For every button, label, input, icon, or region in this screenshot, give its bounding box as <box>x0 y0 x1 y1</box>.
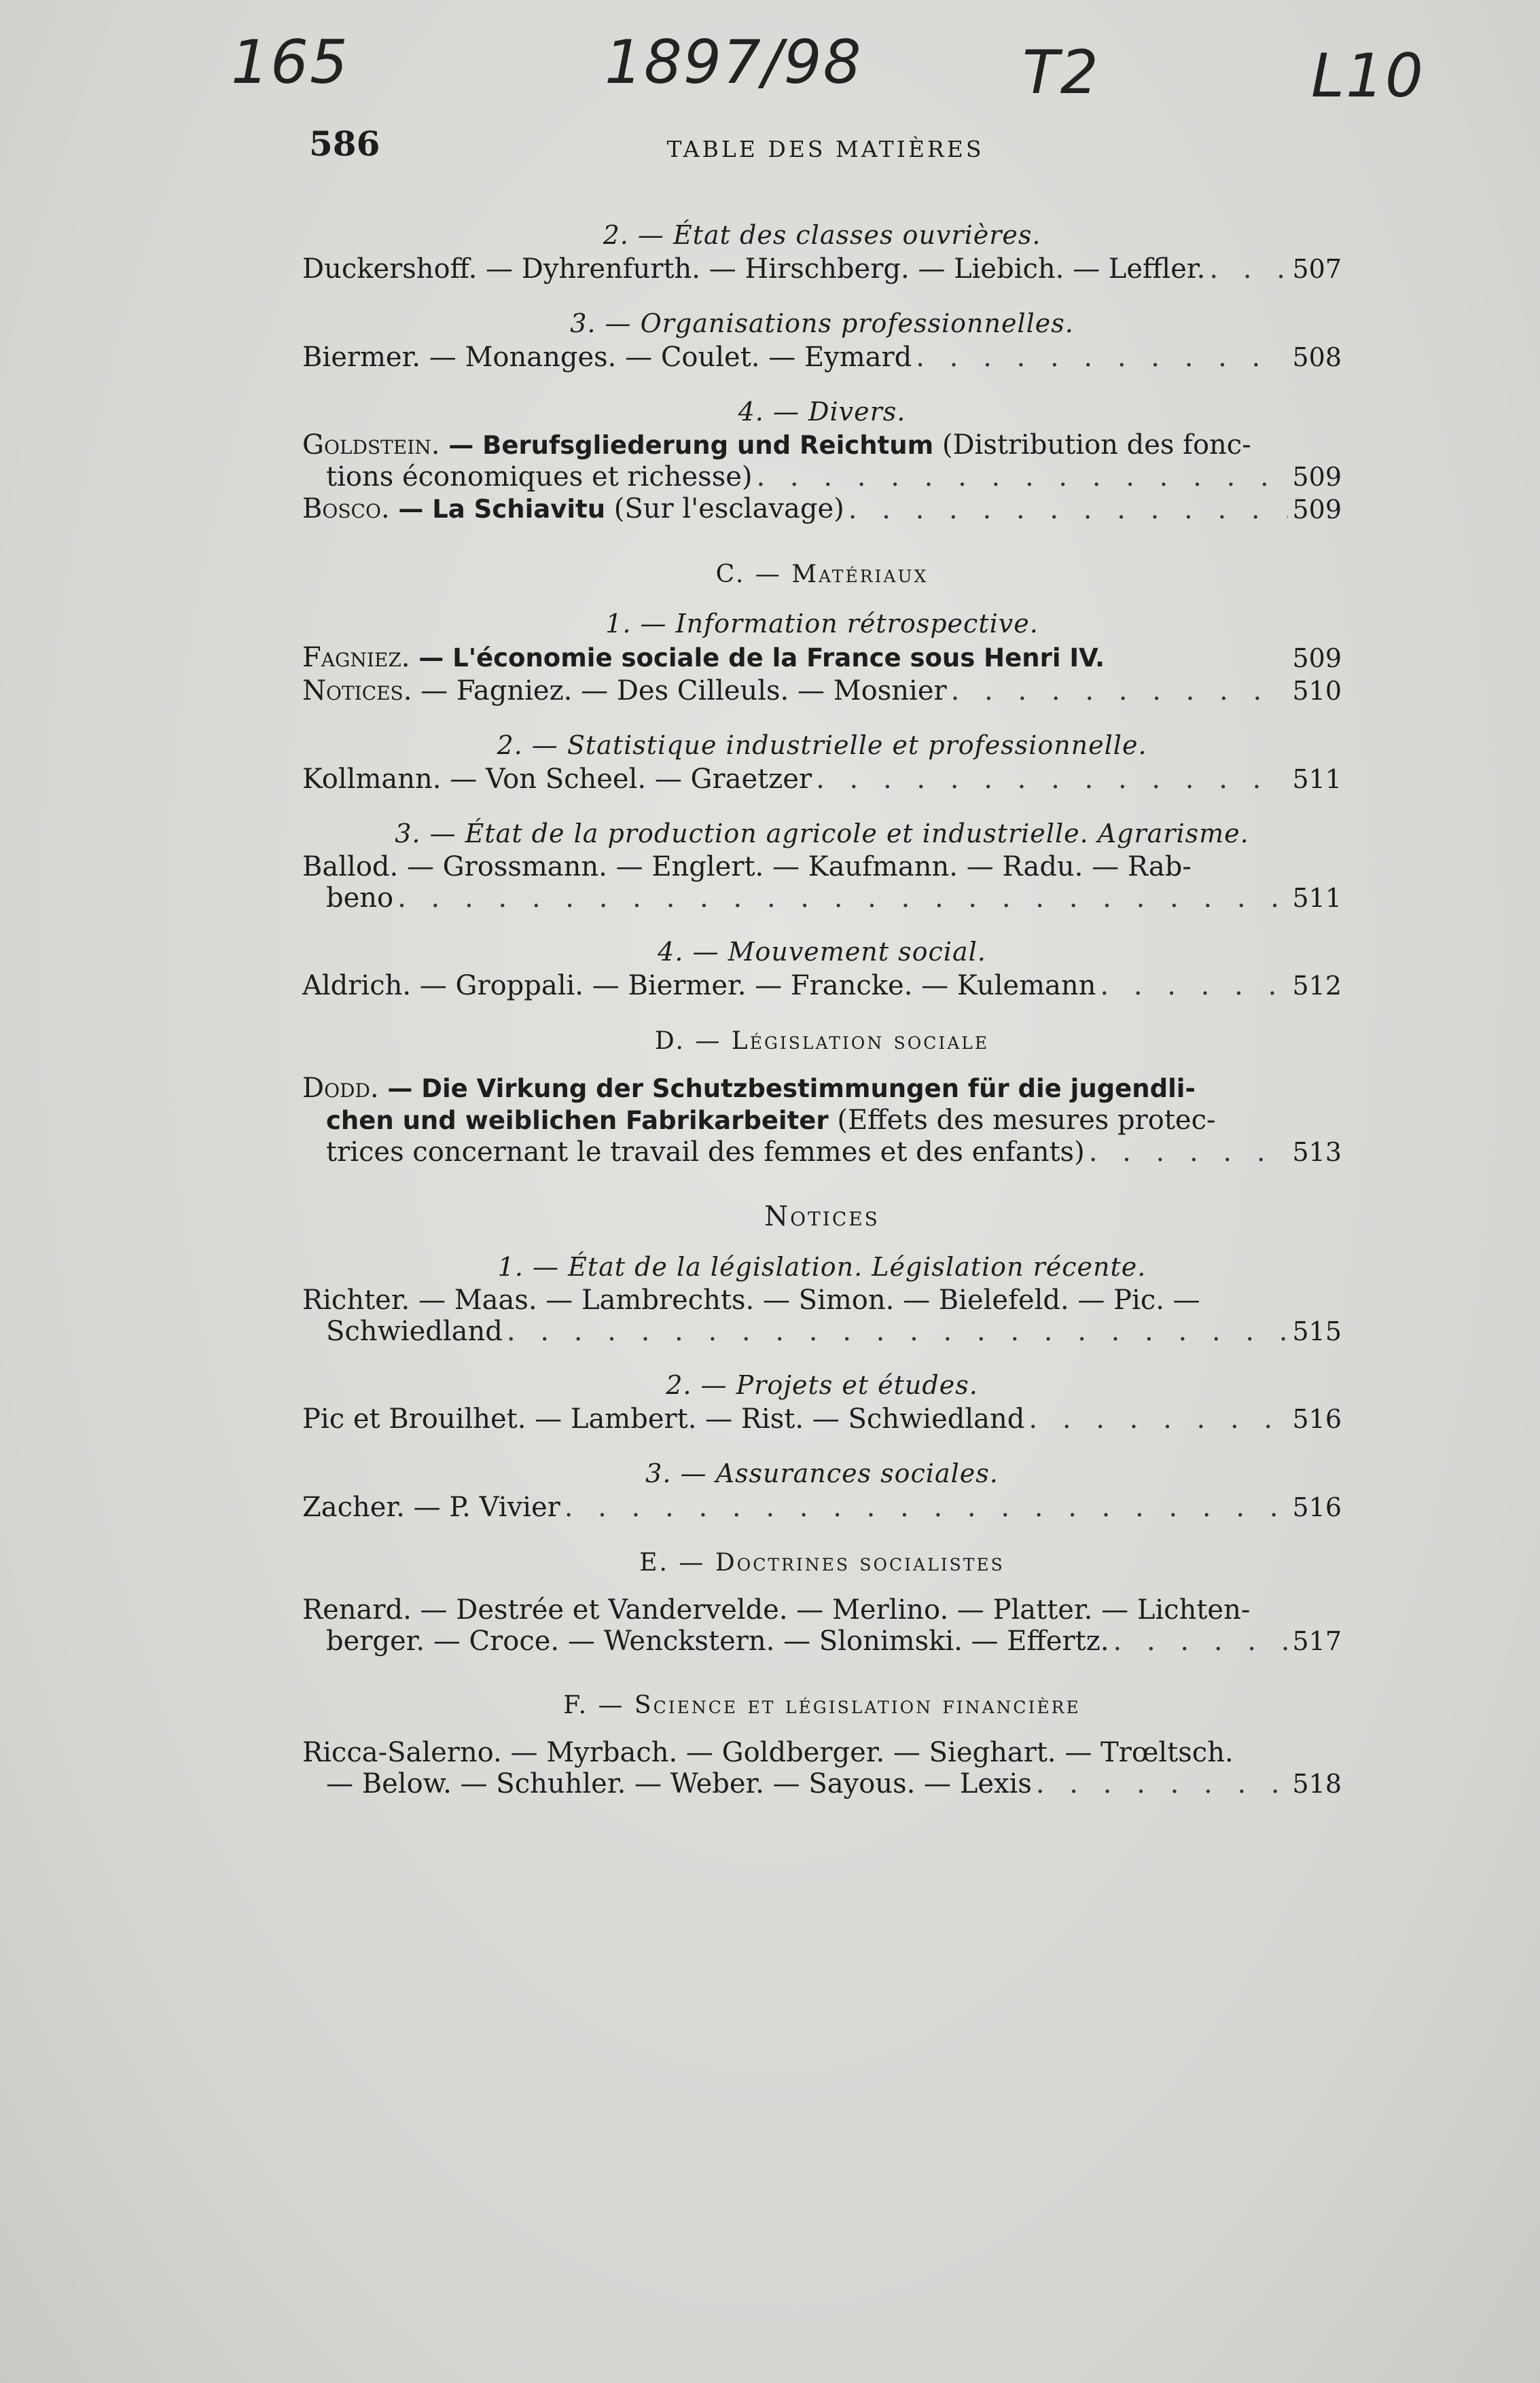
major-heading: C. — Matériaux <box>715 560 929 588</box>
handwritten-annotation: L10 <box>1311 41 1425 111</box>
handwritten-annotation: 165 <box>231 27 349 97</box>
section-heading: 1. — État de la législation. Législation récente. <box>497 1252 1147 1282</box>
toc-entry <box>302 1594 1342 1657</box>
entry-page: 513 <box>1292 1137 1342 1167</box>
entry-text: — Below. — Schuhler. — Weber. — Sayous. — Lexis <box>326 1768 1032 1799</box>
dot-leader <box>916 341 1288 374</box>
entry-text: Ricca-Salerno. — Myrbach. — Goldberger. — Sieghart. — Trœltsch. <box>302 1737 1234 1768</box>
handwritten-annotation: T2 <box>1022 37 1100 107</box>
dot-leader <box>951 675 1289 707</box>
entry-text: Zacher. — P. Vivier <box>302 1492 560 1523</box>
entry-page: 507 <box>1292 254 1342 284</box>
toc-entry <box>302 492 1342 526</box>
entry-text: (Effets des mesures protec- <box>837 1105 1216 1136</box>
entry-text: Schwiedland <box>326 1316 503 1347</box>
dot-leader <box>848 493 1289 526</box>
entry-text: (Sur l'esclavage) <box>613 493 844 524</box>
toc-entry <box>302 1737 1342 1799</box>
section-heading: 2. — État des classes ouvrières. <box>603 220 1041 250</box>
dot-leader <box>816 763 1288 795</box>
entry-title: — Berufsgliederung und Reichtum <box>448 431 934 460</box>
major-heading: Notices <box>764 1201 880 1232</box>
running-title: TABLE DES MATIÈRES <box>666 136 984 162</box>
major-heading: D. — Législation sociale <box>654 1027 990 1055</box>
page-number: 586 <box>309 124 380 164</box>
section-heading: 3. — État de la production agricole et industrielle. Agrarisme. <box>395 819 1249 848</box>
entry-text: Duckershoff. — Dyhrenfurth. — Hirschberg. — Liebich. — Leffler. <box>302 253 1206 285</box>
section-heading: 3. — Assurances sociales. <box>645 1458 999 1488</box>
entry-page: 518 <box>1292 1769 1342 1799</box>
entry-page: 509 <box>1292 643 1342 673</box>
section-heading: 2. — Statistique industrielle et professionnelle. <box>497 730 1147 760</box>
entry-author: Dodd. <box>302 1073 379 1104</box>
entry-page: 517 <box>1292 1626 1342 1656</box>
section-heading: 4. — Divers. <box>738 397 906 427</box>
toc-entry <box>302 341 1342 374</box>
toc-entry <box>302 1073 1342 1168</box>
dot-leader <box>1100 969 1288 1002</box>
entry-page: 509 <box>1292 495 1342 524</box>
entry-author: Bosco. <box>302 493 390 524</box>
dot-leader <box>565 1491 1289 1524</box>
entry-title: — La Schiavitu <box>398 495 606 524</box>
entry-text: Biermer. — Monanges. — Coulet. — Eymard <box>302 342 912 373</box>
entry-title: — Die Virkung der Schutzbestimmungen für die jugendli- <box>387 1074 1196 1103</box>
entry-text: (Distribution des fonc- <box>942 429 1251 461</box>
entry-text: tions économiques et richesse) <box>326 461 753 492</box>
entry-page: 516 <box>1292 1492 1342 1522</box>
page-header <box>309 124 1342 178</box>
entry-author: Fagniez. <box>302 642 410 673</box>
entry-text: Ballod. — Grossmann. — Englert. — Kaufmann. — Radu. — Rab- <box>302 851 1192 882</box>
toc-entry <box>302 1403 1342 1435</box>
dot-leader <box>1209 253 1288 285</box>
dot-leader <box>397 882 1288 914</box>
toc-entry <box>302 1285 1342 1347</box>
dot-leader <box>757 461 1289 492</box>
entry-page: 511 <box>1292 764 1342 794</box>
entry-page: 511 <box>1292 883 1342 913</box>
toc-entry <box>302 969 1342 1002</box>
entry-page: 508 <box>1292 342 1342 372</box>
toc-entry <box>302 1491 1342 1524</box>
entry-title: chen und weiblichen Fabrikarbeiter <box>326 1106 829 1135</box>
entry-page: 516 <box>1292 1404 1342 1434</box>
entry-page: 515 <box>1292 1316 1342 1346</box>
toc-entry <box>302 253 1342 285</box>
entry-text: berger. — Croce. — Wenckstern. — Slonimski. — Effertz. <box>326 1626 1109 1657</box>
entry-text: Pic et Brouilhet. — Lambert. — Rist. — Schwiedland <box>302 1403 1025 1435</box>
section-heading: 3. — Organisations professionnelles. <box>570 308 1074 338</box>
dot-leader <box>1036 1768 1289 1799</box>
entry-text: Kollmann. — Von Scheel. — Graetzer <box>302 764 812 795</box>
section-heading: 1. — Information rétrospective. <box>605 609 1039 639</box>
dot-leader <box>1089 1136 1289 1168</box>
entry-page: 512 <box>1292 971 1342 1001</box>
table-of-contents <box>302 217 1342 1799</box>
handwritten-annotation: 1897/98 <box>605 27 863 97</box>
toc-entry <box>302 429 1342 492</box>
entry-author: Notices. <box>302 675 412 706</box>
entry-page: 509 <box>1292 462 1342 492</box>
entry-text: Renard. — Destrée et Vandervelde. — Merlino. — Platter. — Lichten- <box>302 1594 1251 1626</box>
entry-text: — Fagniez. — Des Cilleuls. — Mosnier <box>420 675 947 706</box>
entry-text: beno <box>326 882 394 914</box>
section-heading: 4. — Mouvement social. <box>658 937 986 967</box>
entry-text: Aldrich. — Groppali. — Biermer. — Francke. — Kulemann <box>302 970 1096 1001</box>
toc-entry <box>302 641 1342 675</box>
toc-entry <box>302 675 1342 707</box>
dot-leader <box>1113 1626 1289 1657</box>
dot-leader <box>507 1316 1289 1347</box>
major-heading: E. — Doctrines socialistes <box>639 1549 1005 1577</box>
entry-page: 510 <box>1292 676 1342 706</box>
toc-entry <box>302 763 1342 795</box>
dot-leader <box>1028 1403 1288 1435</box>
major-heading: F. — Science et législation financière <box>563 1691 1081 1719</box>
section-heading: 2. — Projets et études. <box>666 1370 978 1400</box>
entry-author: Goldstein. <box>302 429 440 461</box>
toc-entry <box>302 851 1342 914</box>
entry-title: — L'économie sociale de la France sous Henri IV. <box>418 643 1105 673</box>
entry-text: trices concernant le travail des femmes et des enfants) <box>326 1136 1085 1168</box>
entry-text: Richter. — Maas. — Lambrechts. — Simon. — Bielefeld. — Pic. — <box>302 1285 1200 1316</box>
